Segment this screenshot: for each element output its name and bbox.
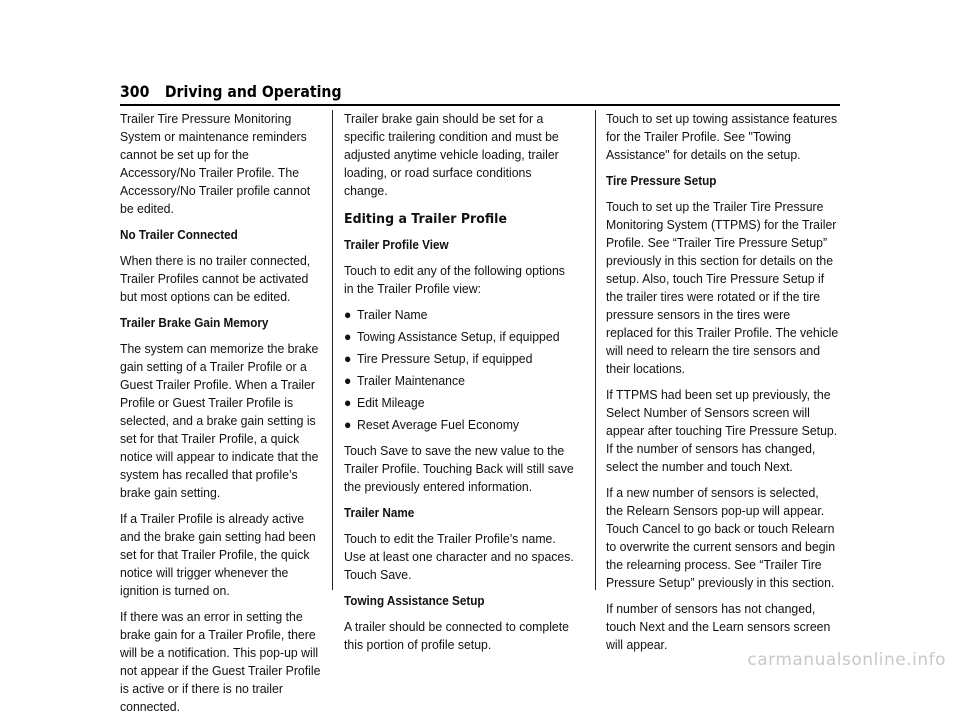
- list-item: ● Reset Average Fuel Economy: [344, 417, 520, 432]
- paragraph: Touch to set up towing assistance features for the Trailer Profile. See "Towing Assistance" for details on the setup.: [606, 111, 838, 162]
- paragraph: Touch to set up the Trailer Tire Pressure Monitoring System (TTPMS) for the Trailer Profile. See “Trailer Tire Pressure Setup” previously in this section for details on the setup. Also, touch Tire Pressure Setup if the trailer tires were rotated or if the tire pressure sensors in the tires were replaced for this Trailer Profile. The vehicle will need to relearn the tire sensors and their locations.: [606, 199, 839, 376]
- list-item: ● Trailer Maintenance: [344, 373, 465, 388]
- column-3: [606, 110, 839, 662]
- list-item: ● Towing Assistance Setup, if equipped: [344, 329, 560, 344]
- paragraph: If number of sensors has not changed, touch Next and the Learn sensors screen will appear.: [606, 601, 831, 652]
- column-divider-2: [595, 110, 596, 590]
- paragraph: Touch to edit any of the following options in the Trailer Profile view:: [344, 263, 565, 296]
- subheading-towing-assistance: Towing Assistance Setup: [344, 594, 485, 608]
- paragraph: Trailer Tire Pressure Monitoring System or maintenance reminders cannot be set up for the Accessory/No Trailer Profile. The Accessory/No Trailer profile cannot be edited.: [120, 111, 311, 216]
- subheading-tire-pressure: Tire Pressure Setup: [606, 174, 717, 188]
- bullet-icon: ●: [344, 373, 352, 388]
- bullet-icon: ●: [344, 329, 352, 344]
- header-rule: [120, 104, 840, 106]
- list-item: ● Edit Mileage: [344, 395, 425, 410]
- paragraph: If a new number of sensors is selected, the Relearn Sensors pop-up will appear. Touch Cancel to go back or touch Relearn to overwrite the current sensors and begin the relearning process. See “Trailer Tire Pressure Setup” previously in this section.: [606, 485, 836, 590]
- paragraph: Trailer brake gain should be set for a specific trailering condition and must be adjusted anytime vehicle loading, trailer loading, or road surface conditions change.: [344, 111, 559, 198]
- watermark: carmanualsonline.info: [747, 650, 946, 670]
- column-1: [120, 110, 326, 724]
- page-header: [120, 82, 754, 104]
- paragraph: When there is no trailer connected, Trailer Profiles cannot be activated but most options can be edited.: [120, 253, 311, 304]
- paragraph: Touch to edit the Trailer Profile’s name. Use at least one character and no spaces. Touch Save.: [344, 531, 574, 582]
- bullet-icon: ●: [344, 307, 352, 322]
- subheading-no-trailer: No Trailer Connected: [120, 228, 238, 242]
- column-divider-1: [332, 110, 333, 590]
- column-2: [344, 110, 577, 662]
- paragraph: If a Trailer Profile is already active and the brake gain setting had been set for that Trailer Profile, the quick notice will trigger whenever the ignition is turned on.: [120, 511, 316, 598]
- page-number: 300: [120, 82, 150, 101]
- subheading-profile-view: Trailer Profile View: [344, 238, 449, 252]
- section-heading: Editing a Trailer Profile: [344, 211, 507, 227]
- list-item: ● Tire Pressure Setup, if equipped: [344, 351, 533, 366]
- subheading-brake-gain-memory: Trailer Brake Gain Memory: [120, 316, 269, 330]
- subheading-trailer-name: Trailer Name: [344, 506, 415, 520]
- list-item: ● Trailer Name: [344, 307, 428, 322]
- section-title: Driving and Operating: [164, 82, 342, 101]
- paragraph: If TTPMS had been set up previously, the Select Number of Sensors screen will appear after touching Tire Pressure Setup. If the number of sensors has changed, select the number and touch Next.: [606, 387, 838, 474]
- bullet-icon: ●: [344, 395, 352, 410]
- paragraph: Touch Save to save the new value to the Trailer Profile. Touching Back will still save the previously entered information.: [344, 443, 574, 494]
- paragraph: The system can memorize the brake gain setting of a Trailer Profile or a Guest Trailer Profile. When a Trailer Profile or Guest Trailer Profile is selected, and a brake gain setting is set for that Trailer Profile, a quick notice will appear to indicate that the system has recalled that profile’s brake gain setting.: [120, 341, 319, 500]
- bullet-icon: ●: [344, 351, 352, 366]
- options-list: [344, 306, 577, 434]
- bullet-icon: ●: [344, 417, 352, 432]
- paragraph: A trailer should be connected to complete this portion of profile setup.: [344, 619, 569, 652]
- paragraph: If there was an error in setting the brake gain for a Trailer Profile, there will be a notification. This pop-up will not appear if the Guest Trailer Profile is active or if there is no trailer connected.: [120, 609, 321, 714]
